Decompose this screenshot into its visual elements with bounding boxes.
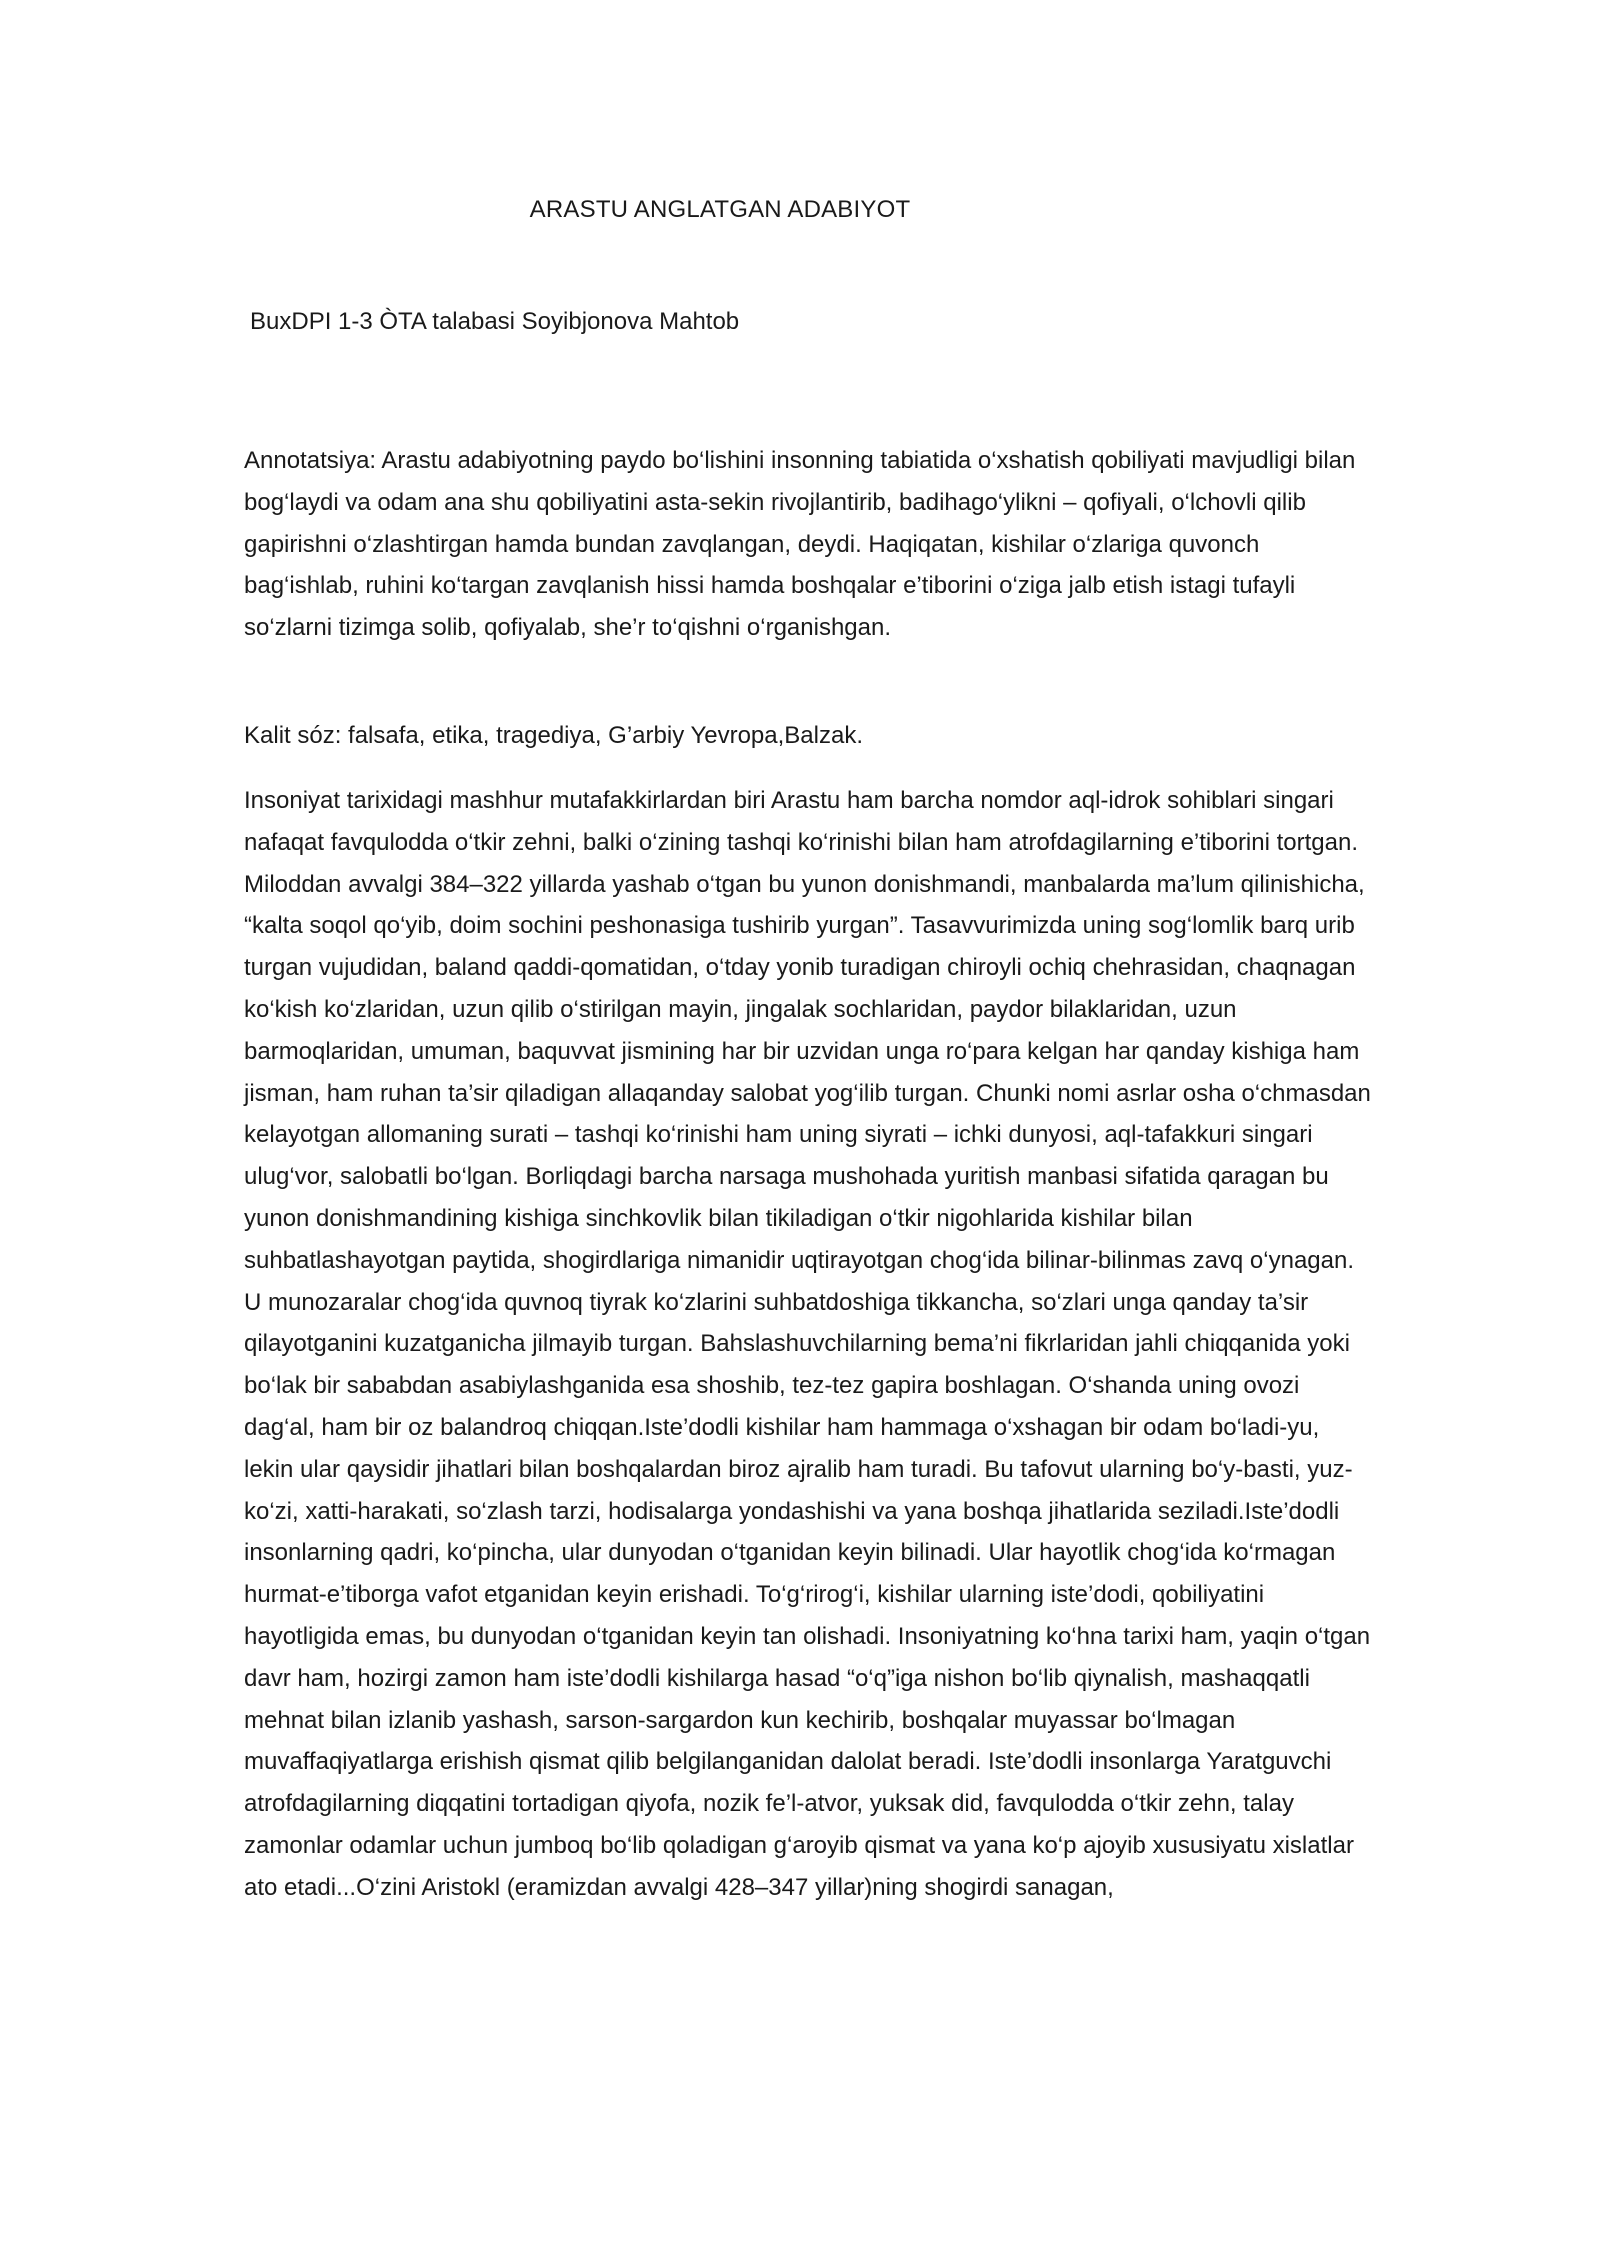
keywords-paragraph: Kalit sóz: falsafa, etika, tragediya, G’arbiy Yevropa,Balzak.: [244, 722, 863, 749]
annotation-paragraph: Annotatsiya: Arastu adabiyotning paydo bo‘lishini insonning tabiatida o‘xshatish qobiliyati mavjudligi bilan bog‘laydi va odam ana shu qobiliyatini asta-sekin rivojlantirib, badihago‘ylikni – qofiyali, o‘lchovli qilib gapirishni o‘zlashtirgan hamda bundan zavqlangan, deydi. Haqiqatan, kishilar o‘zlariga quvonch bag‘ishlab, ruhini ko‘targan zavqlanish hissi hamda boshqalar e’tiborini o‘ziga jalb etish istagi tufayli so‘zlarni tizimga solib, qofiyalab, she’r to‘qishni o‘rganishgan.: [244, 447, 1356, 642]
main-paragraph: Insoniyat tarixidagi mashhur mutafakkirlardan biri Arastu ham barcha nomdor aql-idrok sohiblari singari nafaqat favqulodda o‘tkir zehni, balki o‘zining tashqi ko‘rinishi bilan ham atrofdagilarning e’tiborini tortgan. Miloddan avvalgi 384–322 yillarda yashab o‘tgan bu yunon donishmandi, manbalarda ma’lum qilinishicha, “kalta soqol qo‘yib, doim sochini peshonasiga tushirib yurgan”. Tasavvurimizda uning sog‘lomlik barq urib turgan vujudidan, baland qaddi-qomatidan, o‘tday yonib turadigan chiroyli ochiq chehrasidan, chaqnagan ko‘kish ko‘zlaridan, uzun qilib o‘stirilgan mayin, jingalak sochlaridan, paydor bilaklaridan, uzun barmoqlaridan, umuman, baquvvat jismining har bir uzvidan unga ro‘para kelgan har qanday kishiga ham jisman, ham ruhan ta’sir qiladigan allaqanday salobat yog‘ilib turgan. Chunki nomi asrlar osha o‘chmasdan kelayotgan allomaning surati – tashqi ko‘rinishi ham uning siyrati – ichki dunyosi, aql-tafakkuri singari ulug‘vor, salobatli bo‘lgan. Borliqdagi barcha narsaga mushohada yuritish manbasi sifatida qaragan bu yunon donishmandining kishiga sinchkovlik bilan tikiladigan o‘tkir nigohlarida kishilar bilan suhbatlashayotgan paytida, shogirdlariga nimanidir uqtirayotgan chog‘ida bilinar-bilinmas zavq o‘ynagan. U munozaralar chog‘ida quvnoq tiyrak ko‘zlarini suhbatdoshiga tikkancha, so‘zlari unga qanday ta’sir qilayotganini kuzatganicha jilmayib turgan. Bahslashuvchilarning bema’ni fikrlaridan jahli chiqqanida yoki bo‘lak bir sababdan asabiylashganida esa shoshib, tez-tez gapira boshlagan. O‘shanda uning ovozi dag‘al, ham bir oz balandroq chiqqan.Iste’dodli kishilar ham hammaga o‘xshagan bir odam bo‘ladi-yu, lekin ular qaysidir jihatlari bilan boshqalardan biroz ajralib ham turadi. Bu tafovut ularning bo‘y-basti, yuz-ko‘zi, xatti-harakati, so‘zlash tarzi, hodisalarga yondashishi va yana boshqa jihatlarida seziladi.Iste’dodli insonlarning qadri, ko‘pincha, ular dunyodan o‘tganidan keyin bilinadi. Ular hayotlik chog‘ida ko‘rmagan hurmat-e’tiborga vafot etganidan keyin erishadi. To‘g‘rirog‘i, kishilar ularning iste’dodi, qobiliyatini hayotligida emas, bu dunyodan o‘tganidan keyin tan olishadi. Insoniyatning ko‘hna tarixi ham, yaqin o‘tgan davr ham, hozirgi zamon ham iste’dodli kishilarga hasad “o‘q”iga nishon bo‘lib qiynalish, mashaqqatli mehnat bilan izlanib yashash, sarson-sargardon kun kechirib, boshqalar muyassar bo‘lmagan muvaffaqiyatlarga erishish qismat qilib belgilanganidan dalolat beradi. Iste’dodli insonlarga Yaratguvchi atrofdagilarning diqqatini tortadigan qiyofa, nozik fe’l-atvor, yuksak did, favqulodda o‘tkir zehn, talay zamonlar odamlar uchun jumboq bo‘lib qoladigan g‘aroyib qismat va yana ko‘p ajoyib xususiyatu xislatlar ato etadi...O‘zini Aristokl (eramizdan avvalgi 428–347 yillar)ning shogirdi sanagan,: [244, 787, 1371, 1901]
document-title: ARASTU ANGLATGAN ADABIYOT: [529, 196, 911, 223]
author-line: BuxDPI 1-3 ÒTA talabasi Soyibjonova Mahtob: [250, 308, 740, 335]
